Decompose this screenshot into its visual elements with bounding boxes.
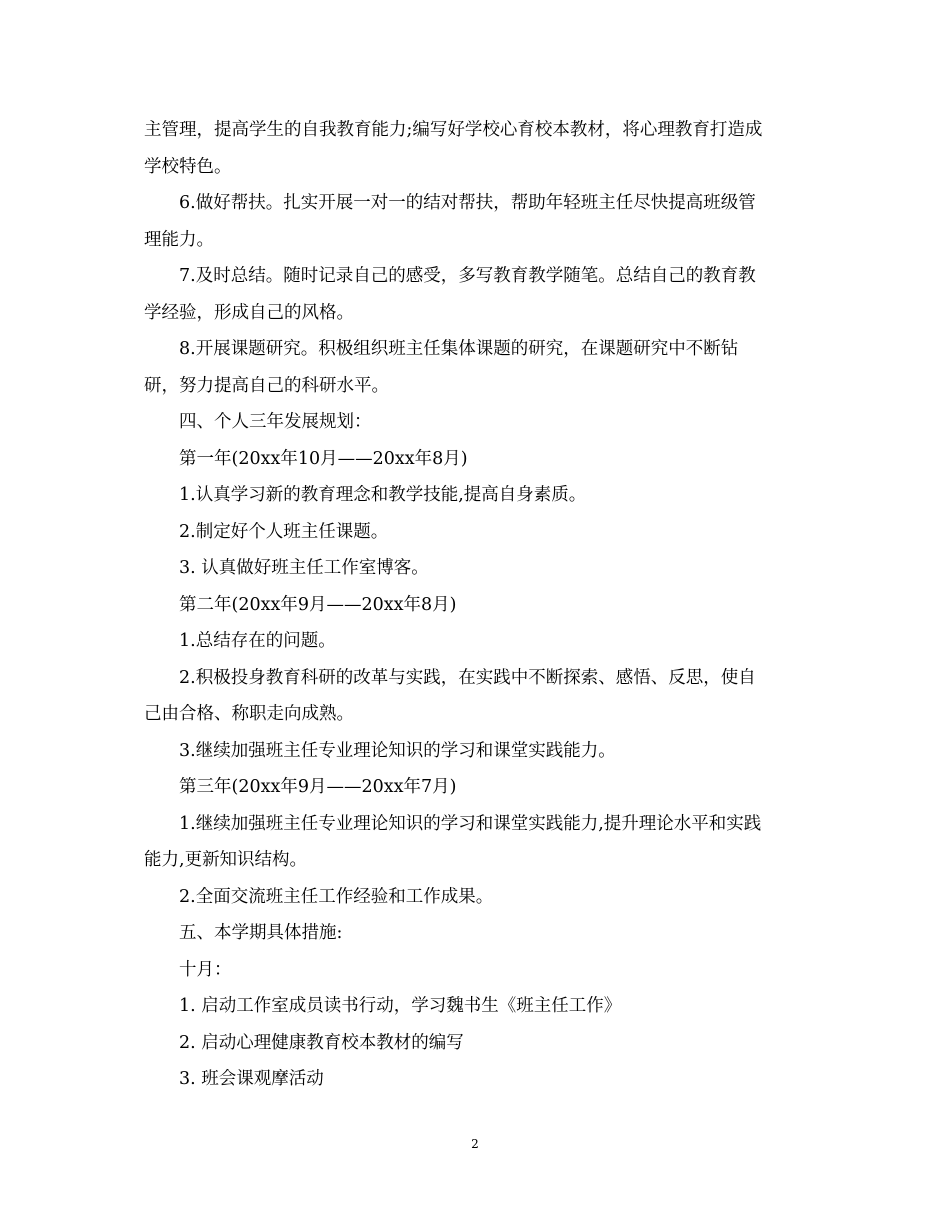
text-line: 1.继续加强班主任专业理论知识的学习和课堂实践能力,提升理论水平和实践 — [179, 813, 762, 834]
text-line: 3. 认真做好班主任工作室博客。 — [179, 558, 429, 578]
text-line: 6.做好帮扶。扎实开展一对一的结对帮扶，帮助年轻班主任尽快提高班级管 — [179, 193, 756, 213]
text-line: 五、本学期具体措施: — [179, 923, 343, 943]
text-line: 3. 班会课观摩活动 — [179, 1069, 324, 1089]
text-line: 2.全面交流班主任工作经验和工作成果。 — [179, 886, 494, 907]
text-line: 1. 启动工作室成员读书行动，学习魏书生《班主任工作》 — [179, 996, 622, 1016]
text-line: 3.继续加强班主任专业理论知识的学习和课堂实践能力。 — [179, 740, 616, 761]
text-line: 第一年(20xx年10月——20xx年8月) — [179, 448, 468, 469]
text-line: 主管理，提高学生的自我教育能力;编写好学校心育校本教材，将心理教育打造成 — [144, 120, 763, 140]
text-line: 1.认真学习新的教育理念和教学技能,提高自身素质。 — [179, 485, 587, 505]
text-line: 8.开展课题研究。积极组织班主任集体课题的研究，在课题研究中不断钻 — [179, 339, 739, 359]
document-body — [144, 112, 812, 1098]
text-line: 2.制定好个人班主任课题。 — [179, 521, 389, 542]
text-line: 第二年(20xx年9月——20xx年8月) — [179, 594, 457, 615]
text-line: 研，努力提高自己的科研水平。 — [144, 375, 389, 396]
text-line: 十月： — [179, 959, 232, 980]
text-line: 1.总结存在的问题。 — [179, 631, 336, 651]
text-line: 己由合格、称职走向成熟。 — [144, 704, 354, 724]
page-number: 2 — [471, 1137, 479, 1151]
text-line: 7.及时总结。随时记录自己的感受，多写教育教学随笔。总结自己的教育教 — [179, 266, 756, 286]
text-line: 能力,更新知识结构。 — [144, 850, 308, 870]
text-line: 四、个人三年发展规划： — [179, 412, 372, 432]
text-line: 学经验，形成自己的风格。 — [144, 302, 354, 323]
text-line: 2.积极投身教育科研的改革与实践，在实践中不断探索、感悟、反思，使自 — [179, 667, 756, 688]
text-line: 2. 启动心理健康教育校本教材的编写 — [179, 1032, 464, 1053]
text-line: 第三年(20xx年9月——20xx年7月) — [179, 777, 457, 797]
text-line: 理能力。 — [144, 229, 214, 250]
text-line: 学校特色。 — [144, 156, 232, 177]
